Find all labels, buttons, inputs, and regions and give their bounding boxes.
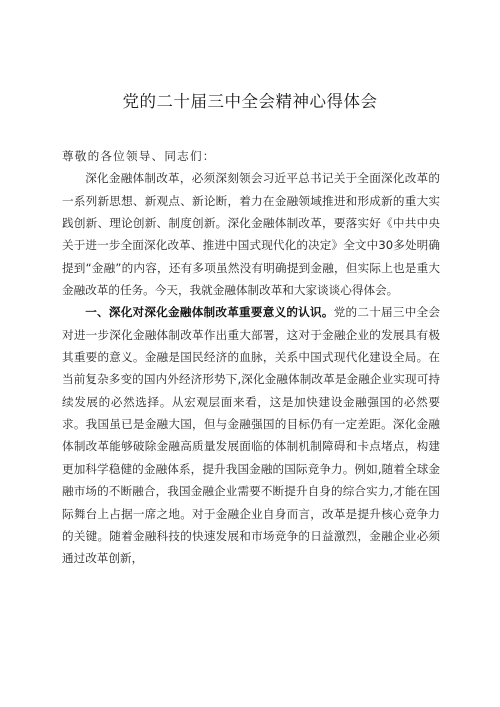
document-title: 党的二十届三中全会精神心得体会	[122, 92, 378, 111]
salutation: 尊敬的各位领导、同志们：	[62, 149, 216, 163]
paragraph-intro	[62, 167, 440, 301]
paragraph-intro-text: 深化金融体制改革，必须深刻领会习近平总书记关于全面深化改革的一系列新思想、新观点、新论断，着力在金融领域推进和形成新的重大实践创新、理论创新、制度创新。深化金融体制改革，要落实好《中共中央关于进一步全面深化改革、推进中国式现代化的决定》全文中30多处明确提到“金融”的内容，还有多项虽然没有明确提到金融，但实际上也是重大金融改革的任务。今天，我就金融体制改革和大家谈谈心得体会。	[62, 171, 440, 298]
paragraph-section-one-text: 党的二十届三中全会对进一步深化金融体制改革作出重大部署，这对于金融企业的发展具有极其重要的意义。金融是国民经济的血脉，关系中国式现代化建设全局。在当前复杂多变的国内外经济形势下,深化金融体制改革是金融企业实现可持续发展的必然选择。从宏观层面来看，这是加快建设金融强国的必然要求。我国虽已是金融大国，但与金融强国的目标仍有一定差距。深化金融体制改革能够破除金融高质量发展面临的体制机制障碍和卡点堵点，构建更加科学稳健的金融体系，提升我国金融的国际竞争力。例如,随着全球金融市场的不断融合，我国金融企业需要不断提升自身的综合实力,才能在国际舞台上占据一席之地。对于金融企业自身而言，改革是提升核心竞争力的关键。随着金融科技的快速发展和市场竞争的日益激烈，金融企业必须通过改革创新，	[62, 305, 440, 566]
document-body	[62, 145, 440, 570]
section-one-heading: 一、深化对深化金融体制改革重要意义的认识。	[85, 305, 334, 320]
paragraph-section-one	[62, 301, 440, 569]
